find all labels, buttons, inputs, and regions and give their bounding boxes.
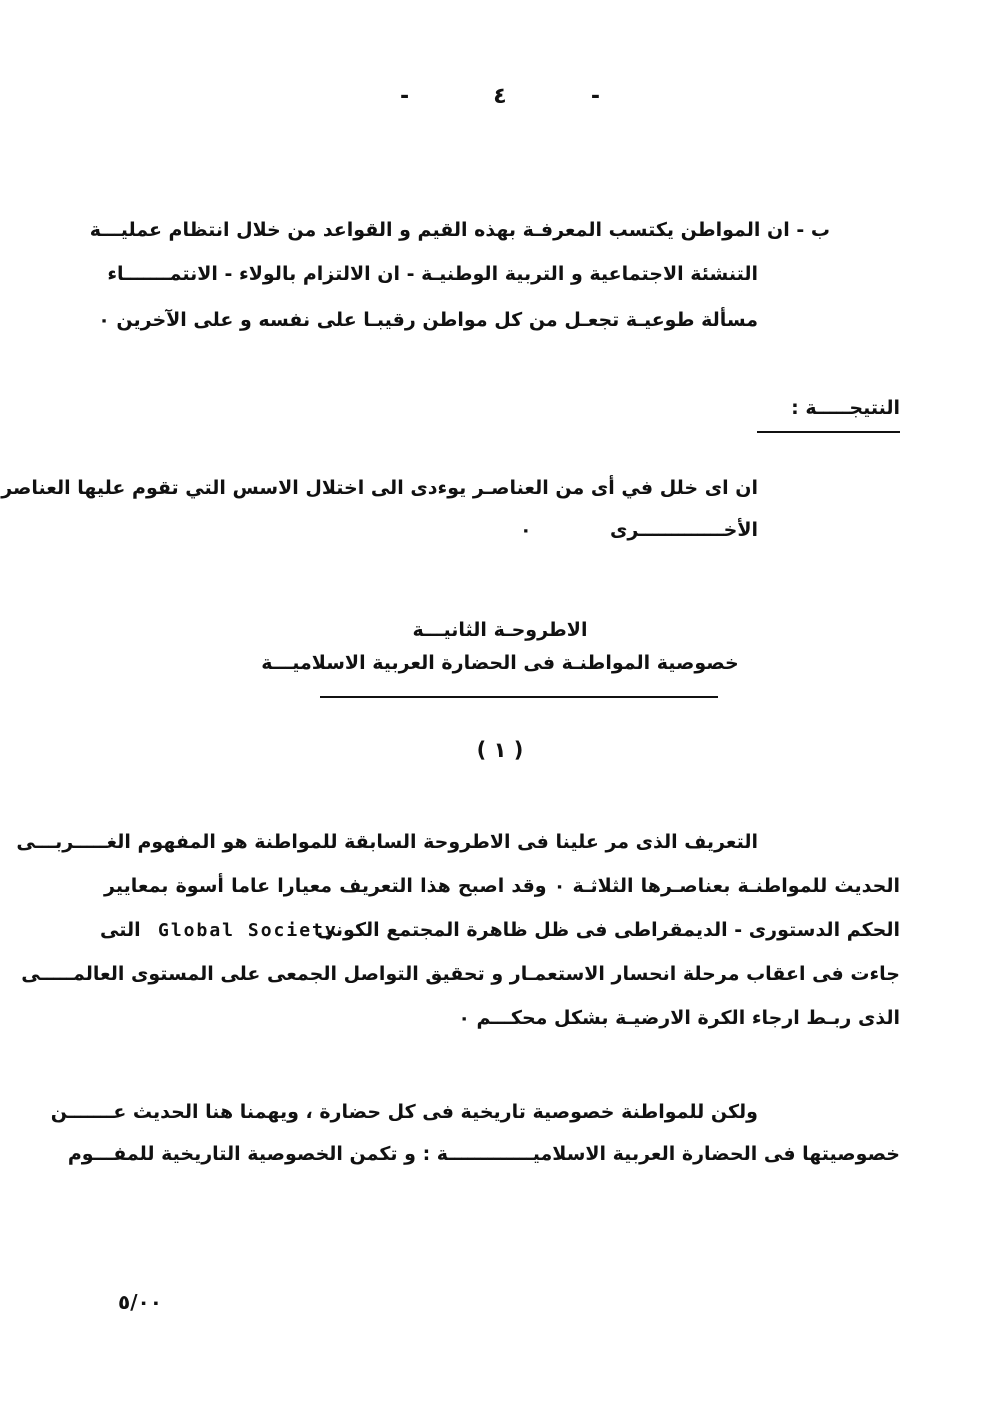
dash-left: - xyxy=(400,84,410,109)
section-number: ( ١ ) xyxy=(476,738,524,762)
thesis-underline xyxy=(320,696,718,698)
thesis-title: الاطروحـة الثانيـــة xyxy=(412,619,588,641)
section-b-line-1: ب - ان المواطن يكتسب المعرفـة بهذه القيم و القواعد من خلال انتظام عمليـــة xyxy=(89,219,830,241)
latin-term: Global Society xyxy=(158,920,338,941)
result-line-1: ان اى خلل في أى من العناصـر يوءدى الى اختلال الاسس التي تقوم عليها العناصر xyxy=(1,477,758,499)
result-line-2: الأخـــــــــــــرى ٠ xyxy=(520,519,758,541)
paragraph-2-line-1: ولكن للمواطنة خصوصية تاريخية فى كل حضارة ، ويهمنا هنا الحديث عـــــــن xyxy=(50,1101,758,1123)
page-number-header xyxy=(400,84,600,109)
section-b-line-2: التنشئة الاجتماعية و التربية الوطنيـة - ان الالتزام بالولاء - الانتمـــــــاء xyxy=(107,263,758,285)
paragraph-1-line-3-end: التى xyxy=(100,919,141,941)
section-b-line-3: مسألة طوعيـة تجعـل من كل مواطن رقيبـا على نفسه و على الآخرين ٠ xyxy=(98,309,758,331)
paragraph-2-line-2: خصوصيتها فى الحضارة العربية الاسلاميـــــــــــــة : و تكمن الخصوصية التاريخية للمفـــوم xyxy=(67,1143,900,1165)
paragraph-1-line-2: الحديث للمواطنـة بعناصـرها الثلاثـة ٠ وقد اصبح هذا التعريف معيارا عاما أسوة بمعايير xyxy=(104,875,900,897)
paragraph-1-line-5: الذى ربـط ارجاء الكرة الارضيـة بشكل محكـــم ٠ xyxy=(458,1007,900,1029)
page-number: ٤ xyxy=(493,84,507,109)
result-heading-underline xyxy=(757,431,900,433)
result-heading: النتيجـــــة : xyxy=(791,397,900,419)
paragraph-1-line-3: الحكم الدستورى - الديمقراطى فى ظل ظاهرة المجتمع الكونى xyxy=(316,919,900,941)
footer-reference: ٥/٠٠ xyxy=(118,1290,162,1314)
paragraph-1-line-4: جاءت فى اعقاب مرحلة انحسار الاستعمـار و تحقيق التواصل الجمعى على المستوى العالمـــــى xyxy=(21,963,900,985)
thesis-subtitle: خصوصية المواطنـة فى الحضارة العربية الاسلاميـــة xyxy=(261,652,739,674)
paragraph-1-line-1: التعريف الذى مر علينا فى الاطروحة السابقة للمواطنة هو المفهوم الغـــــربـــى xyxy=(16,831,758,853)
dash-right: - xyxy=(590,84,600,109)
